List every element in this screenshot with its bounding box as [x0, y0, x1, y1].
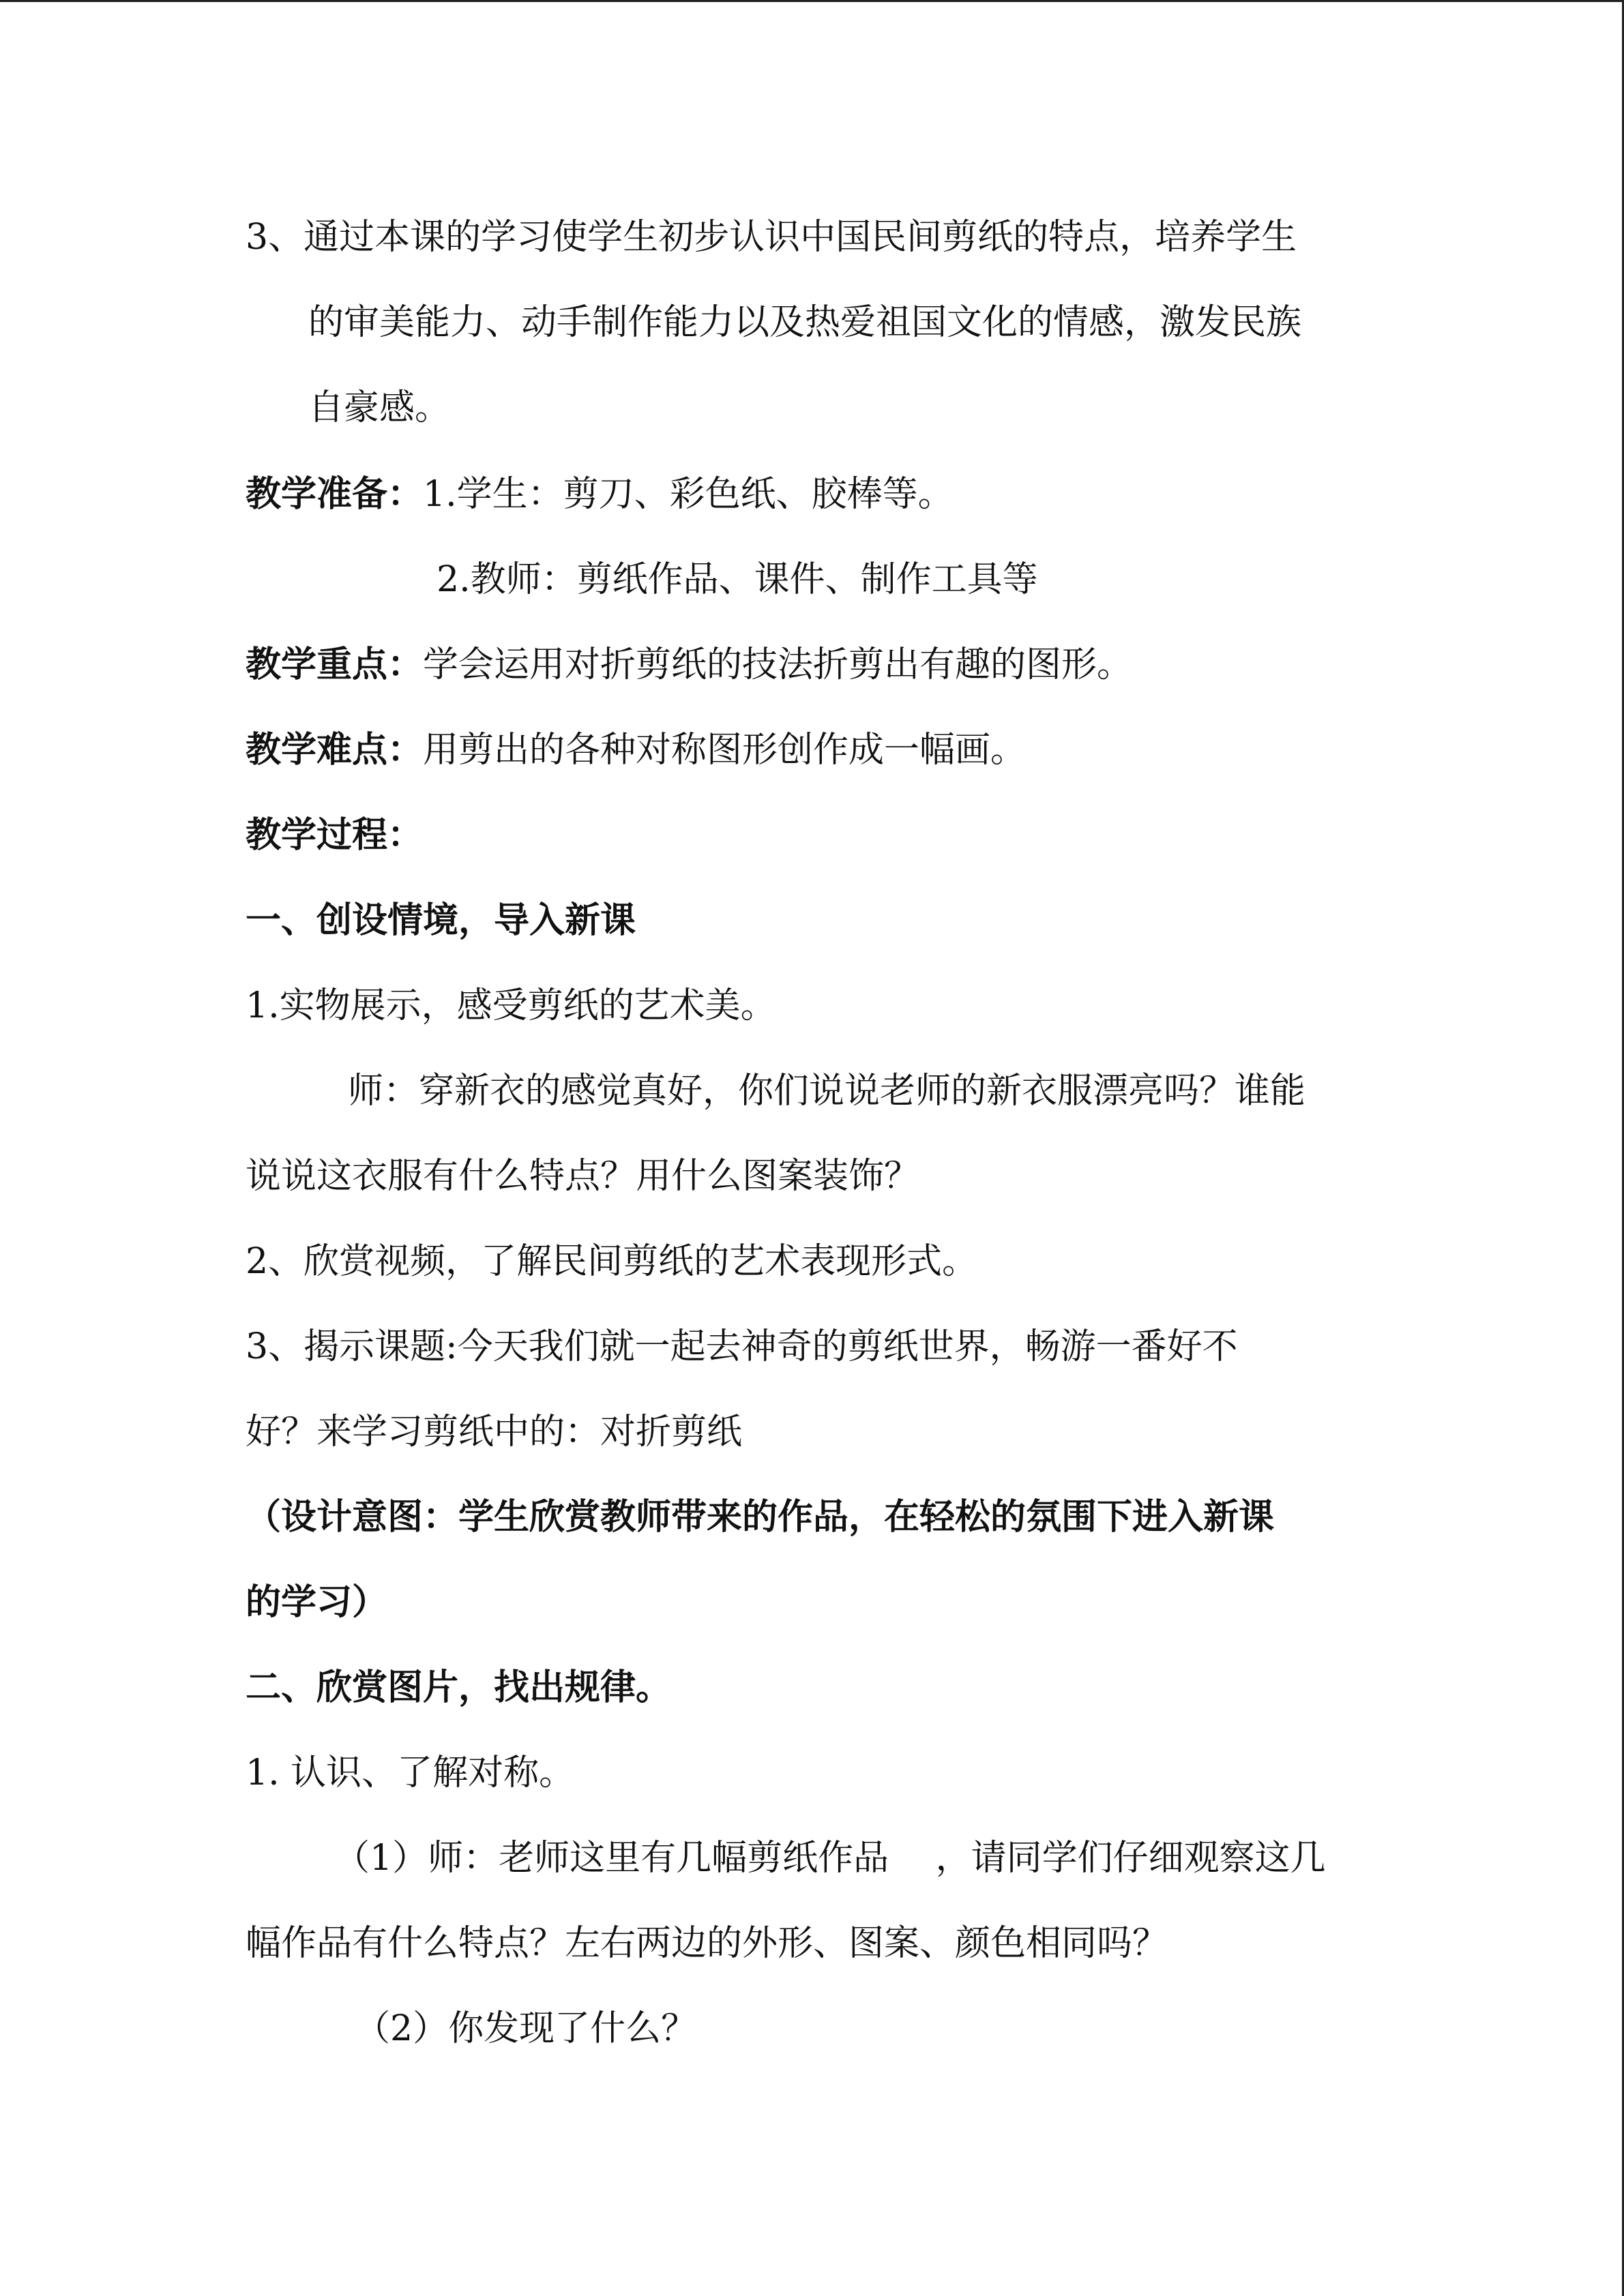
- preparation-item-1: 1.学生：剪刀、彩色纸、胶棒等。: [423, 474, 954, 515]
- key-point-row: [246, 641, 1132, 689]
- section-2-sub-1-line-2: 幅作品有什么特点？左右两边的外形、图案、颜色相同吗？: [246, 1923, 1168, 1964]
- section-1-step-3-line-2: 好？来学习剪纸中的：对折剪纸: [246, 1412, 743, 1452]
- section-2-sub-1-line-1: （1）师：老师这里有几幅剪纸作品 ，请同学们仔细观察这几: [334, 1838, 1326, 1879]
- section-1-heading: 一、创设情境，导入新课: [246, 900, 636, 941]
- section-2-sub-2: （2）你发现了什么？: [355, 2008, 697, 2049]
- difficulty-label: 教学难点：: [246, 730, 424, 771]
- key-point-text: 学会运用对折剪纸的技法折剪出有趣的图形。: [423, 644, 1133, 685]
- section-1-step-1: 1.实物展示，感受剪纸的艺术美。: [246, 985, 776, 1026]
- design-intent-line-1: （设计意图：学生欣赏教师带来的作品，在轻松的氛围下进入新课: [246, 1497, 1275, 1538]
- preparation-label: 教学准备：: [246, 474, 424, 515]
- preparation-row: [246, 471, 954, 518]
- section-2-heading: 二、欣赏图片，找出规律。: [246, 1667, 672, 1708]
- design-intent-line-2: 的学习）: [246, 1582, 388, 1623]
- section-1-step-3-line-1: 3、揭示课题:今天我们就一起去神奇的剪纸世界，畅游一番好不: [246, 1326, 1238, 1367]
- objective-3-line-2: 的审美能力、动手制作能力以及热爱祖国文化的情感，激发民族: [308, 302, 1302, 343]
- preparation-item-2: 2.教师：剪纸作品、课件、制作工具等: [437, 559, 1038, 600]
- key-point-label: 教学重点：: [246, 644, 424, 685]
- section-2-step-1: 1. 认识、了解对称。: [246, 1753, 575, 1793]
- objective-3-line-3: 自豪感。: [308, 387, 451, 428]
- difficulty-row: [246, 726, 1026, 774]
- section-1-step-2: 2、欣赏视频，了解民间剪纸的艺术表现形式。: [246, 1241, 978, 1282]
- teacher-line-1: 师：穿新衣的感觉真好，你们说说老师的新衣服漂亮吗？谁能: [348, 1071, 1306, 1112]
- teacher-line-2: 说说这衣服有什么特点？用什么图案装饰？: [246, 1156, 920, 1197]
- objective-3-line-1: 3、通过本课的学习使学生初步认识中国民间剪纸的特点，培养学生: [246, 217, 1297, 258]
- difficulty-text: 用剪出的各种对称图形创作成一幅画。: [423, 730, 1027, 771]
- process-heading: 教学过程：: [246, 815, 424, 856]
